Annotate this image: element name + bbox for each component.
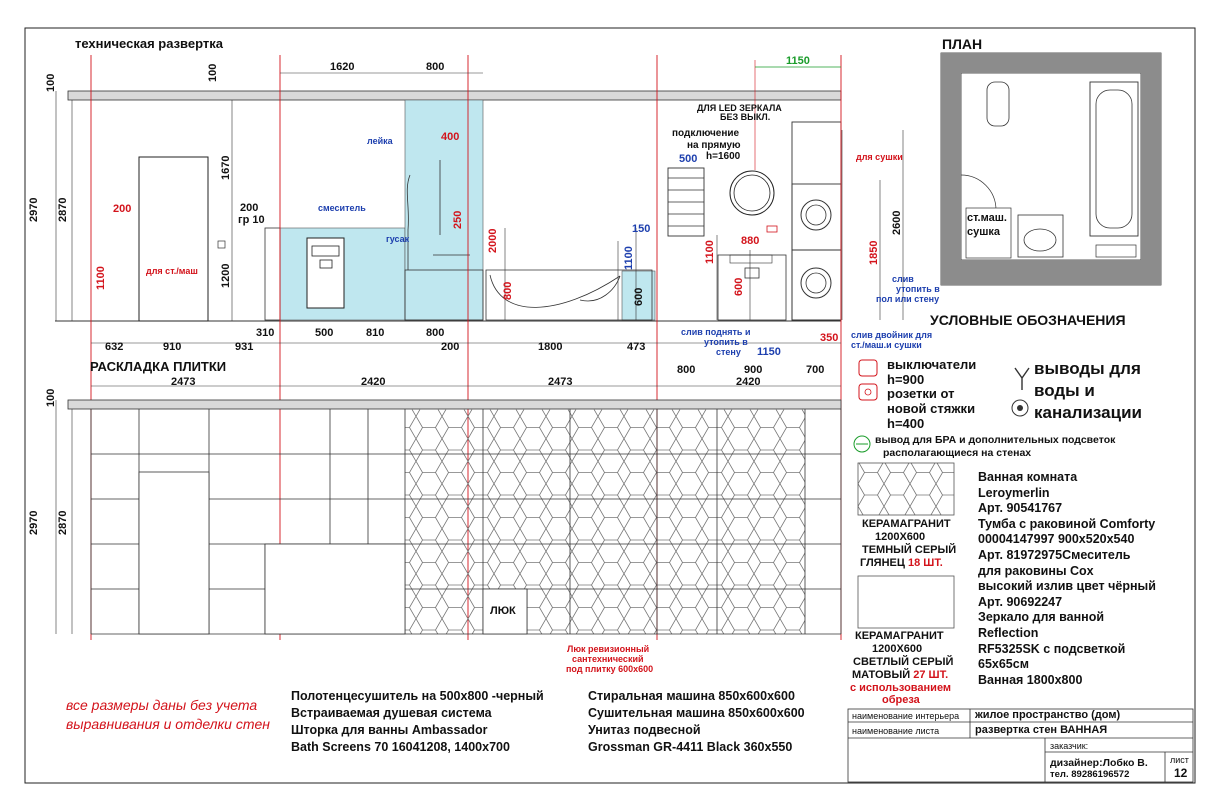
- spec-line: Стиральная машина 850х600х600: [588, 689, 795, 703]
- dim-150: 150: [632, 223, 651, 235]
- spec-line: 65х65см: [978, 657, 1029, 672]
- spec-line: Reflection: [978, 625, 1039, 640]
- tdim-2: 2473: [548, 376, 573, 388]
- spec-line: Сушительная машина 850х600х600: [588, 706, 805, 720]
- spec-line: Унитаз подвесной: [588, 723, 701, 737]
- tile-dim-100: 100: [45, 388, 57, 407]
- tile-light2: 1200Х600: [872, 643, 923, 655]
- spec-col1: [291, 688, 544, 756]
- dim-1200: 1200: [220, 263, 232, 288]
- bdim-2: 931: [235, 341, 254, 353]
- tile-light1: КЕРАМАГРАНИТ: [855, 630, 944, 642]
- spec-line: Тумба с раковиной Comforty: [978, 516, 1156, 531]
- note-slivup3: стену: [716, 347, 741, 357]
- stamp-sheet-label: наименование листа: [852, 726, 940, 736]
- stamp-list-label: лист: [1170, 755, 1189, 765]
- tile-dark2: 1200Х600: [875, 531, 926, 543]
- legend-switch2: h=900: [887, 372, 925, 387]
- spec-line: Ванная 1800х800: [978, 672, 1083, 687]
- legend-switch1: выключатели: [887, 357, 977, 372]
- spec-line: для раковины Cox: [978, 563, 1094, 578]
- stamp-phone: тел. 89286196572: [1050, 769, 1130, 780]
- dim-1150: 1150: [786, 55, 810, 67]
- dim-1620: 1620: [330, 61, 355, 73]
- tile-layout: [56, 386, 841, 634]
- spec-line: 00004147997 900х520х540: [978, 532, 1135, 547]
- tile-light4: [852, 669, 948, 681]
- dim-100: 100: [45, 73, 57, 92]
- stamp-list-no: 12: [1174, 766, 1188, 780]
- dim-200-red: 200: [113, 203, 132, 215]
- tile-light4-name: МАТОВЫЙ: [852, 669, 911, 681]
- dim-gr10: гр 10: [238, 214, 265, 226]
- tile-dark4-count: 18 ШТ.: [907, 557, 943, 569]
- tile-title: РАСКЛАДКА ПЛИТКИ: [90, 359, 227, 374]
- tdim-0: 2473: [171, 376, 196, 388]
- note-conn2: на прямую: [687, 140, 741, 151]
- dim-2000: 2000: [487, 228, 499, 253]
- dim-350: 350: [820, 332, 839, 344]
- spec-line: RF5325SK с подсветкой: [978, 641, 1126, 656]
- bdim-9: 473: [627, 341, 646, 353]
- tile-light5: с использованием: [850, 682, 952, 694]
- legend-outlets1: выводы для: [1034, 359, 1141, 378]
- spec-line: Шторка для ванны Ambassador: [291, 723, 488, 737]
- bdim-4: 500: [315, 327, 334, 339]
- dim-1670: 1670: [220, 155, 232, 180]
- upper-elevation: [55, 91, 841, 321]
- note-led2: БЕЗ ВЫКЛ.: [720, 112, 771, 122]
- spec-line: Leroymerlin: [978, 485, 1050, 500]
- tile-dark4: [860, 557, 943, 569]
- spec-line: высокий излив цвет чёрный: [978, 579, 1156, 594]
- legend-outlets3: канализации: [1034, 403, 1142, 422]
- bdim-6: 800: [426, 327, 445, 339]
- dim-1100-c: 1100: [704, 240, 716, 264]
- tile-dark1: КЕРАМАГРАНИТ: [862, 518, 951, 530]
- note-conn1: подключение: [672, 128, 740, 139]
- bdim-10: 800: [677, 364, 696, 376]
- tile-dim-2870: 2870: [57, 510, 69, 535]
- note-slivdbl1: слив двойник для: [851, 330, 933, 340]
- legend-socket2: новой стяжки: [887, 401, 976, 416]
- hatch-note3: под плитку 600х600: [566, 664, 654, 674]
- legend-socket1: розетки от: [887, 386, 955, 401]
- stamp-int-value: жилое пространство (дом): [975, 709, 1121, 721]
- dim-880: 880: [741, 235, 760, 247]
- spec-col2: [588, 688, 805, 756]
- note-conn3: h=1600: [706, 151, 741, 162]
- plan-label-dryer: сушка: [967, 226, 1001, 238]
- bdim-8: 1800: [538, 341, 563, 353]
- tech-title: техническая развертка: [75, 36, 223, 51]
- dim-600: 600: [633, 287, 645, 306]
- dim-2970: 2970: [28, 197, 40, 222]
- spec-line: Зеркало для ванной: [978, 610, 1105, 625]
- stamp-sheet-value: развертка стен ВАННАЯ: [975, 724, 1108, 736]
- dim-100b: 100: [207, 63, 219, 82]
- note-led1: ДЛЯ LED ЗЕРКАЛА: [697, 103, 782, 113]
- dim-800: 800: [426, 61, 445, 73]
- tile-light6: обреза: [882, 694, 920, 706]
- hatch-note1: Люк ревизионный: [567, 644, 650, 654]
- dim-250: 250: [452, 210, 464, 229]
- bdim-5: 810: [366, 327, 385, 339]
- legend-socket3: h=400: [887, 416, 925, 431]
- note-gusak: гусак: [386, 234, 410, 244]
- hatch-label: ЛЮК: [490, 605, 516, 617]
- note-st-mash: для ст./маш: [146, 266, 198, 276]
- bdim-1: 910: [163, 341, 182, 353]
- spec-right: [978, 470, 1156, 688]
- tile-dim-2970: 2970: [28, 510, 40, 535]
- hatch-note2: сантехнический: [572, 654, 644, 664]
- dim-600-b: 600: [733, 277, 745, 296]
- plan-title: ПЛАН: [942, 36, 983, 52]
- legend-bra1: вывод для БРА и дополнительных подсветок: [875, 434, 1116, 446]
- bdim-12: 700: [806, 364, 825, 376]
- spec-line: Grossman GR-4411 Black 360х550: [588, 740, 793, 754]
- tdim-1: 2420: [361, 376, 386, 388]
- spec-line: Встраиваемая душевая система: [291, 706, 492, 720]
- stamp-designer: дизайнер:Лобко В.: [1050, 757, 1148, 769]
- dim-1100-red: 1100: [95, 266, 107, 290]
- spec-line: Ванная комната: [978, 470, 1078, 484]
- note-sliv3: пол или стену: [876, 294, 940, 304]
- legend-outlets2: воды и: [1034, 381, 1095, 400]
- dim-1150-b: 1150: [757, 346, 781, 358]
- legend-title: УСЛОВНЫЕ ОБОЗНАЧЕНИЯ: [930, 312, 1126, 328]
- tile-dark4-name: ГЛЯНЕЦ: [860, 557, 905, 569]
- tile-light3: СВЕТЛЫЙ СЕРЫЙ: [853, 656, 954, 668]
- note-sliv2: утопить в: [896, 284, 940, 294]
- note-sliv1: слив: [892, 274, 914, 284]
- disclaimer-1: все размеры даны без учета: [66, 697, 258, 713]
- bdim-7: 200: [441, 341, 460, 353]
- disclaimer-2: выравнивания и отделки стен: [66, 716, 270, 732]
- note-slivdbl2: ст./маш.и сушки: [851, 340, 922, 350]
- dim-1100-b: 1100: [623, 246, 635, 270]
- spec-line: Арт. 81972975Смеситель: [978, 547, 1131, 562]
- note-lejka: лейка: [367, 136, 393, 146]
- note-slivup1: слив поднять и: [681, 327, 751, 337]
- note-dryer: для сушки: [856, 152, 903, 162]
- spec-line: Арт. 90541767: [978, 501, 1063, 516]
- tdim-3: 2420: [736, 376, 761, 388]
- spec-line: Арт. 90692247: [978, 594, 1063, 609]
- dim-2600: 2600: [891, 210, 903, 235]
- floor-plan: [941, 53, 1161, 285]
- dim-500: 500: [679, 153, 698, 165]
- spec-line: Полотенцесушитель на 500х800 -черный: [291, 689, 544, 703]
- tile-light4-count: 27 ШТ.: [913, 669, 949, 681]
- stamp-client: заказчик:: [1050, 741, 1089, 751]
- bdim-3: 310: [256, 327, 275, 339]
- dim-400: 400: [441, 131, 460, 143]
- dim-2870: 2870: [57, 197, 69, 222]
- plan-label-wm: ст.маш.: [967, 212, 1007, 224]
- bdim-0: 632: [105, 341, 124, 353]
- legend-bra2: располагающиеся на стенах: [883, 447, 1032, 459]
- note-slivup2: утопить в: [704, 337, 748, 347]
- dim-200: 200: [240, 202, 259, 214]
- bdim-11: 900: [744, 364, 763, 376]
- dim-800-v: 800: [502, 281, 514, 300]
- note-smesitel: смеситель: [318, 203, 366, 213]
- spec-line: Bath Screens 70 16041208, 1400х700: [291, 740, 510, 754]
- tile-dark3: ТЕМНЫЙ СЕРЫЙ: [862, 544, 957, 556]
- dim-1850: 1850: [868, 240, 880, 265]
- stamp-int-label: наименование интерьера: [852, 711, 960, 721]
